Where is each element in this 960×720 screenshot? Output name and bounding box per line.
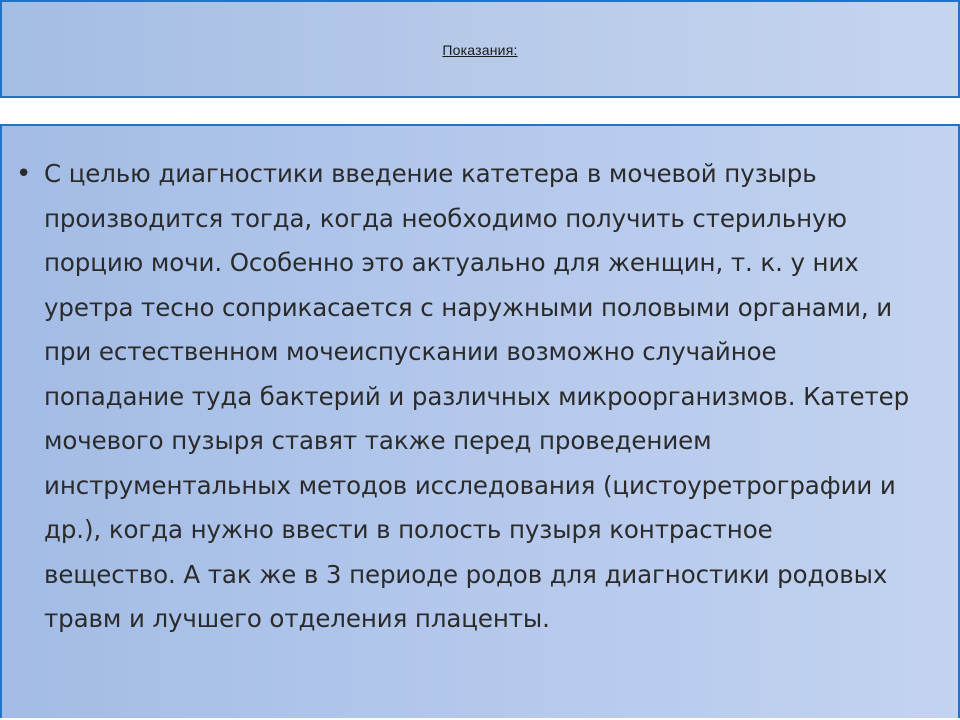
- title-box: [0, 0, 960, 98]
- bullet-icon: •: [16, 159, 32, 189]
- bullet-item: [16, 152, 916, 642]
- slide-title: Показания:: [442, 42, 518, 58]
- body-paragraph: С целью диагностики введение катетера в мочевой пузырь производится тогда, когда необходимо получить стерильную порцию мочи. Особенно это актуально для женщин, т. к. у них уретра тесно соприкасается с наружными половыми органами, и при естественном мочеиспускании возможно случайное попадание туда бактерий и различных микроорганизмов. Катетер мочевого пузыря ставят также перед проведением инструментальных методов исследования (цистоуретрографии и др.), когда нужно ввести в полость пузыря контрастное вещество. А так же в 3 периоде родов для диагностики родовых травм и лучшего отделения плаценты.: [44, 159, 910, 633]
- content-box: [0, 124, 960, 718]
